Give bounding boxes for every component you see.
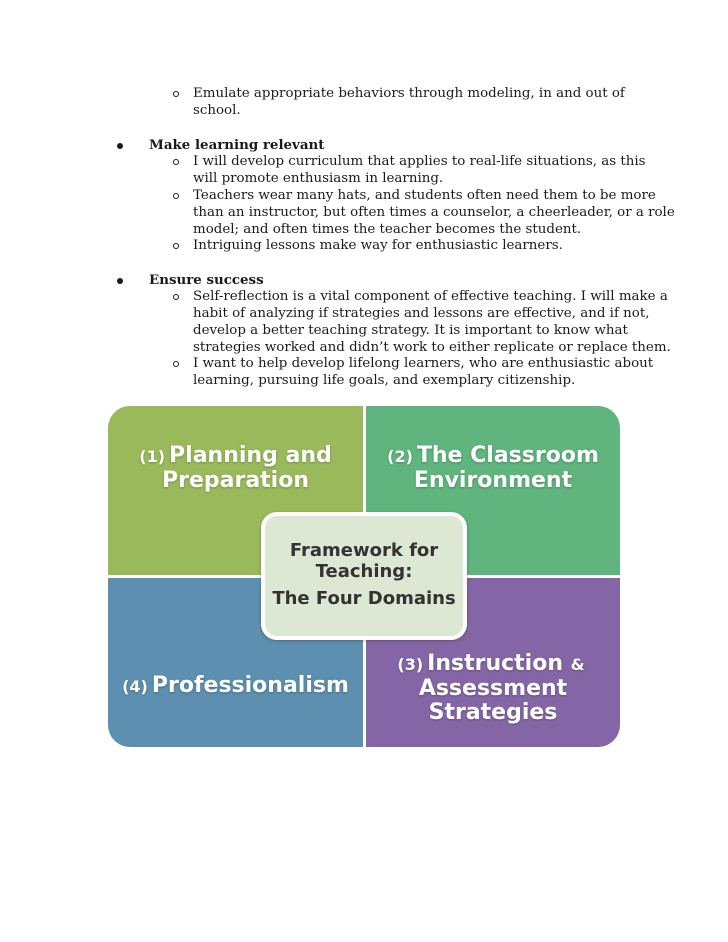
domain-title-line: Strategies <box>428 700 558 725</box>
domain-label <box>108 674 363 699</box>
center-title-line: Framework for <box>289 540 439 561</box>
sub-bullet-marker <box>173 361 179 367</box>
domain-title-line: Environment <box>413 468 573 493</box>
text-line: I want to help develop lifelong learners, who are enthusiastic about <box>193 356 654 371</box>
domain-title-line: Instruction <box>427 651 563 676</box>
domain-title-line: Preparation <box>161 468 310 493</box>
domain-title-line: The Classroom <box>416 443 599 468</box>
text-line: Teachers wear many hats, and students often need them to be more <box>193 188 656 203</box>
bullet-marker <box>117 278 123 284</box>
framework-diagram <box>108 406 620 747</box>
center-title-line: The Four Domains <box>272 588 456 609</box>
sub-bullet-marker <box>173 193 179 199</box>
text-line: Emulate appropriate behaviors through modeling, in and out of <box>193 86 625 101</box>
text-line: Self-reflection is a vital component of effective teaching. I will make a <box>193 289 668 304</box>
center-title-line: Teaching: <box>315 561 413 582</box>
sub-bullet-marker <box>173 91 179 97</box>
text-line: I will develop curriculum that applies to real-life situations, as this <box>193 154 646 169</box>
domain-number: (3) <box>397 655 424 674</box>
domain-title-line: Professionalism <box>151 673 349 698</box>
text-line: develop a better teaching strategy. It is important to know what <box>193 323 628 338</box>
text-line: Intriguing lessons make way for enthusiastic learners. <box>193 238 563 253</box>
text-line: will promote enthusiasm in learning. <box>193 171 444 186</box>
text-line: habit of analyzing if strategies and lessons are effective, and if not, <box>193 306 650 321</box>
ampersand: & <box>570 655 585 674</box>
sub-bullet-marker <box>173 294 179 300</box>
domain-label <box>366 652 620 725</box>
text-line: than an instructor, but often times a counselor, a cheerleader, or a role <box>193 205 675 220</box>
domain-number: (1) <box>139 447 166 466</box>
bullet-marker <box>117 143 123 149</box>
domain-title-line: Assessment <box>418 676 568 701</box>
domain-label <box>366 444 620 493</box>
domain-title-line: Planning and <box>169 443 332 468</box>
framework-center-box <box>261 512 467 640</box>
domain-number: (2) <box>387 447 413 466</box>
text-line: model; and often times the teacher becomes the student. <box>193 222 582 237</box>
sub-bullet-marker <box>173 243 179 249</box>
section-heading: Ensure success <box>149 272 264 288</box>
text-line: school. <box>193 103 241 118</box>
sub-bullet-marker <box>173 159 179 165</box>
section-heading: Make learning relevant <box>149 137 325 153</box>
text-line: learning, pursuing life goals, and exemplary citizenship. <box>193 373 576 388</box>
text-line: strategies worked and didn’t work to either replicate or replace them. <box>193 340 671 355</box>
domain-number: (4) <box>122 677 148 696</box>
domain-label <box>108 444 363 493</box>
